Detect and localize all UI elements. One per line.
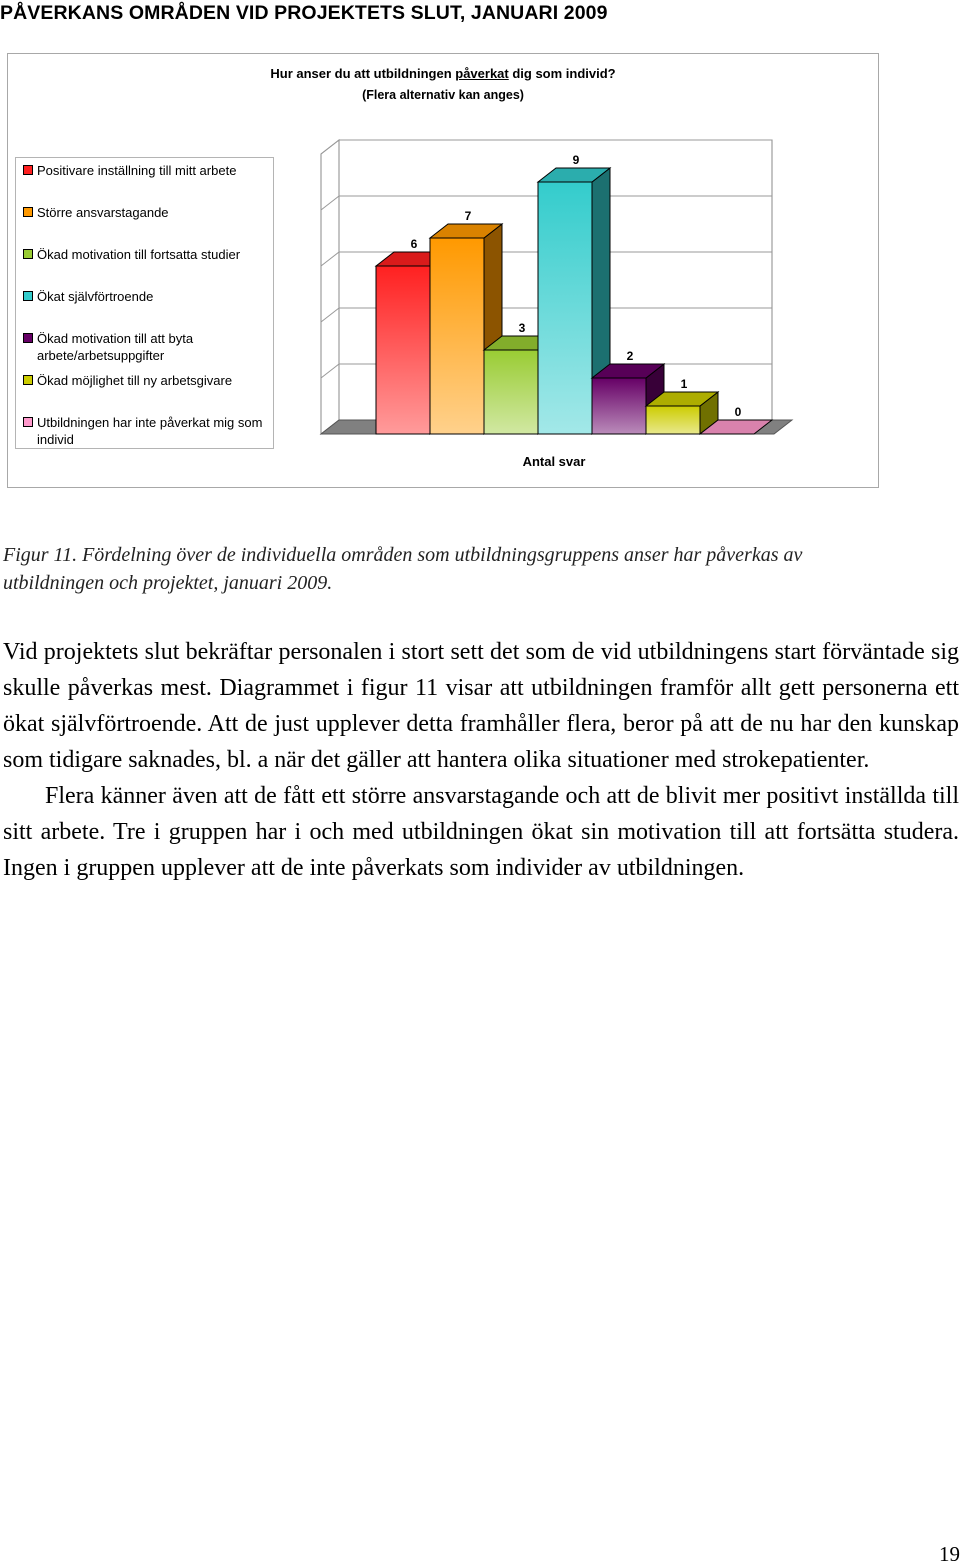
legend-label: Utbildningen har inte påverkat mig som individ xyxy=(37,415,263,447)
legend-label: Ökad motivation till fortsatta studier xyxy=(37,247,241,262)
legend-label: Ökad möjlighet till ny arbetsgivare xyxy=(37,373,233,388)
chart-title: Hur anser du att utbildningen påverkat dig som individ? xyxy=(270,66,616,81)
bar-front xyxy=(592,378,646,434)
legend-label: Ökat självförtroende xyxy=(37,289,154,304)
paragraph: Vid projektets slut bekräftar personalen i stort sett det som de vid utbildningens start förväntade sig skulle påverkas mest. Diagrammet i figur 11 visar att utbildningen framför allt gett personerna ett ökat självförtroende. Att de just upplever detta framhåller flera, beror på att de nu har den kunskap som tidigare saknades, bl. a när det gäller att hantera olika situationer med strokepatienter. xyxy=(3,639,959,773)
x-axis-label: Antal svar xyxy=(522,454,586,469)
bar-front xyxy=(484,350,538,434)
bar-front xyxy=(376,266,430,434)
bar-data-label: 9 xyxy=(572,153,580,167)
bar-front xyxy=(538,182,592,434)
bar-data-label: 7 xyxy=(464,209,472,223)
legend-label: Ökad motivation till att byta arbete/arbetsuppgifter xyxy=(37,331,194,363)
bar-data-label: 6 xyxy=(410,237,418,251)
legend-label: Positivare inställning till mitt arbete xyxy=(37,163,237,178)
legend-label: Större ansvarstagande xyxy=(37,205,169,220)
bar-data-label: 2 xyxy=(626,349,634,363)
bar-front xyxy=(430,238,484,434)
bar-data-label: 0 xyxy=(734,405,742,419)
chart-subtitle: (Flera alternativ kan anges) xyxy=(362,88,524,102)
figure-caption: Figur 11. Fördelning över de individuella områden som utbildningsgruppens anser har påverkas av utbildningen och projektet, januari 2009. xyxy=(3,544,803,594)
chart-frame xyxy=(7,53,879,488)
bar-chart-plot xyxy=(8,54,880,489)
page-number: 19 xyxy=(939,1542,960,1566)
bar-data-label: 1 xyxy=(680,377,688,391)
chart-side-wall xyxy=(321,140,339,434)
paragraph: Flera känner även att de fått ett större ansvarstagande och att de blivit mer positivt inställda till sitt arbete. Tre i gruppen har i och med utbildningen ökat sin motivation till att fortsätta studera. Ingen i gruppen upplever att de inte påverkats som individer av utbildningen. xyxy=(3,783,959,881)
body-text xyxy=(3,634,959,886)
bar-front xyxy=(646,406,700,434)
page-heading: PÅVERKANS OMRÅDEN VID PROJEKTETS SLUT, JANUARI 2009 xyxy=(0,2,608,24)
bar-data-label: 3 xyxy=(518,321,526,335)
